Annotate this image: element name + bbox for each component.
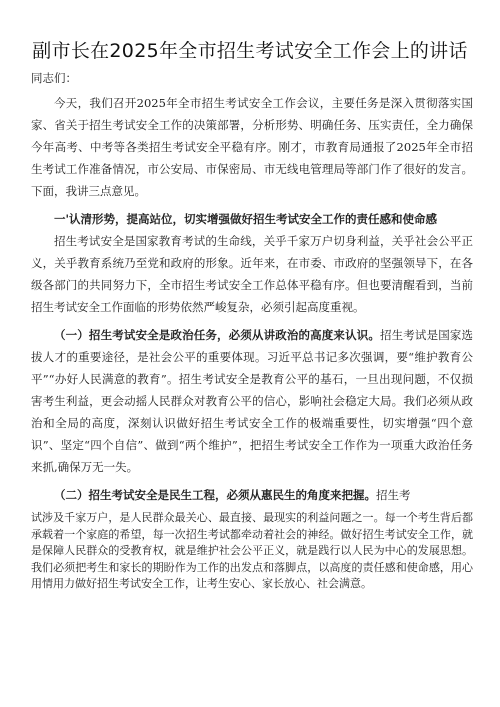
subsection-2-text-start: 招生考 bbox=[376, 488, 411, 502]
intro-paragraph: 今天，我们召开2025年全市招生考试安全工作会议，主要任务是深入贯彻落实国家、省关于招生考试安全工作的决策部署，分析形势、明确任务、压实责任，全力确保今年高考、中考等各类招生考试安全平稳有序。刚才，市教育局通报了2025年全市招生考试工作准备情况，市公安局、市保密局、市无线电管理局等部门作了很好的发言。下面，我讲三点意见。 bbox=[31, 96, 473, 198]
subsection-2-continuation bbox=[31, 510, 473, 593]
subsection-1-text: 招生考试是国家选拔人才的重要途径，是社会公平的重要体现。习近平总书记多次强调，要“维护教育公平”“办好人民满意的教育”。招生考试安全是教育公平的基石，一旦出现问题，不仅损害考生利益，更会动摇人民群众对教育公平的信心，影响社会稳定大局。我们必须从政治和全局的高度，深刻认识做好招生考试安全工作的极端重要性，切实增强“四个意识”、坚定“四个自信”、做到“两个维护”，把招生考试安全工作作为一项重大政治任务来抓,确保万无一失。 bbox=[31, 328, 473, 474]
subsection-1-lead: （一）招生考试安全是政治任务，必须从讲政治的高度来认识。 bbox=[54, 328, 380, 342]
document-body bbox=[31, 92, 473, 593]
subsection-1-paragraph bbox=[31, 324, 473, 478]
subsection-2-lead-line bbox=[31, 484, 473, 506]
section-1-heading: 一'认清形势，提高站位，切实增强做好招生考试安全工作的责任感和使命感 bbox=[54, 212, 438, 226]
document-title: 副市长在2025年全市招生考试安全工作会上的讲话 bbox=[32, 40, 468, 62]
subsection-2-lead: （二）招生考试安全是民生工程，必须从惠民生的角度来把握。 bbox=[54, 488, 376, 502]
section-1-paragraph: 招生考试安全是国家教育考试的生命线，关乎千家万户切身利益，关乎社会公平正义，关乎教育系统乃至党和政府的形象。近年来，在市委、市政府的坚强领导下，在各级各部门的共同努力下，全市招生考试安全工作总体平稳有序。但也要清醒看到，当前招生考试安全工作面临的形势依然严峻复杂，必须引起高度重视。 bbox=[31, 234, 473, 314]
salutation: 同志们： bbox=[31, 71, 77, 85]
subsection-2-text: 试涉及千家万户，是人民群众最关心、最直接、最现实的利益问题之一。每一个考生背后都承载着一个家庭的希望，每一次招生考试都牵动着社会的神经。做好招生考试安全工作，就是保障人民群众的受教育权，就是维护社会公平正义，就是践行以人民为中心的发展思想。我们必须把考生和家长的期盼作为工作的出发点和落脚点，以高度的责任感和使命感，用心用情用力做好招生考试安全工作，让考生安心、家长放心、社会满意。 bbox=[31, 511, 473, 590]
